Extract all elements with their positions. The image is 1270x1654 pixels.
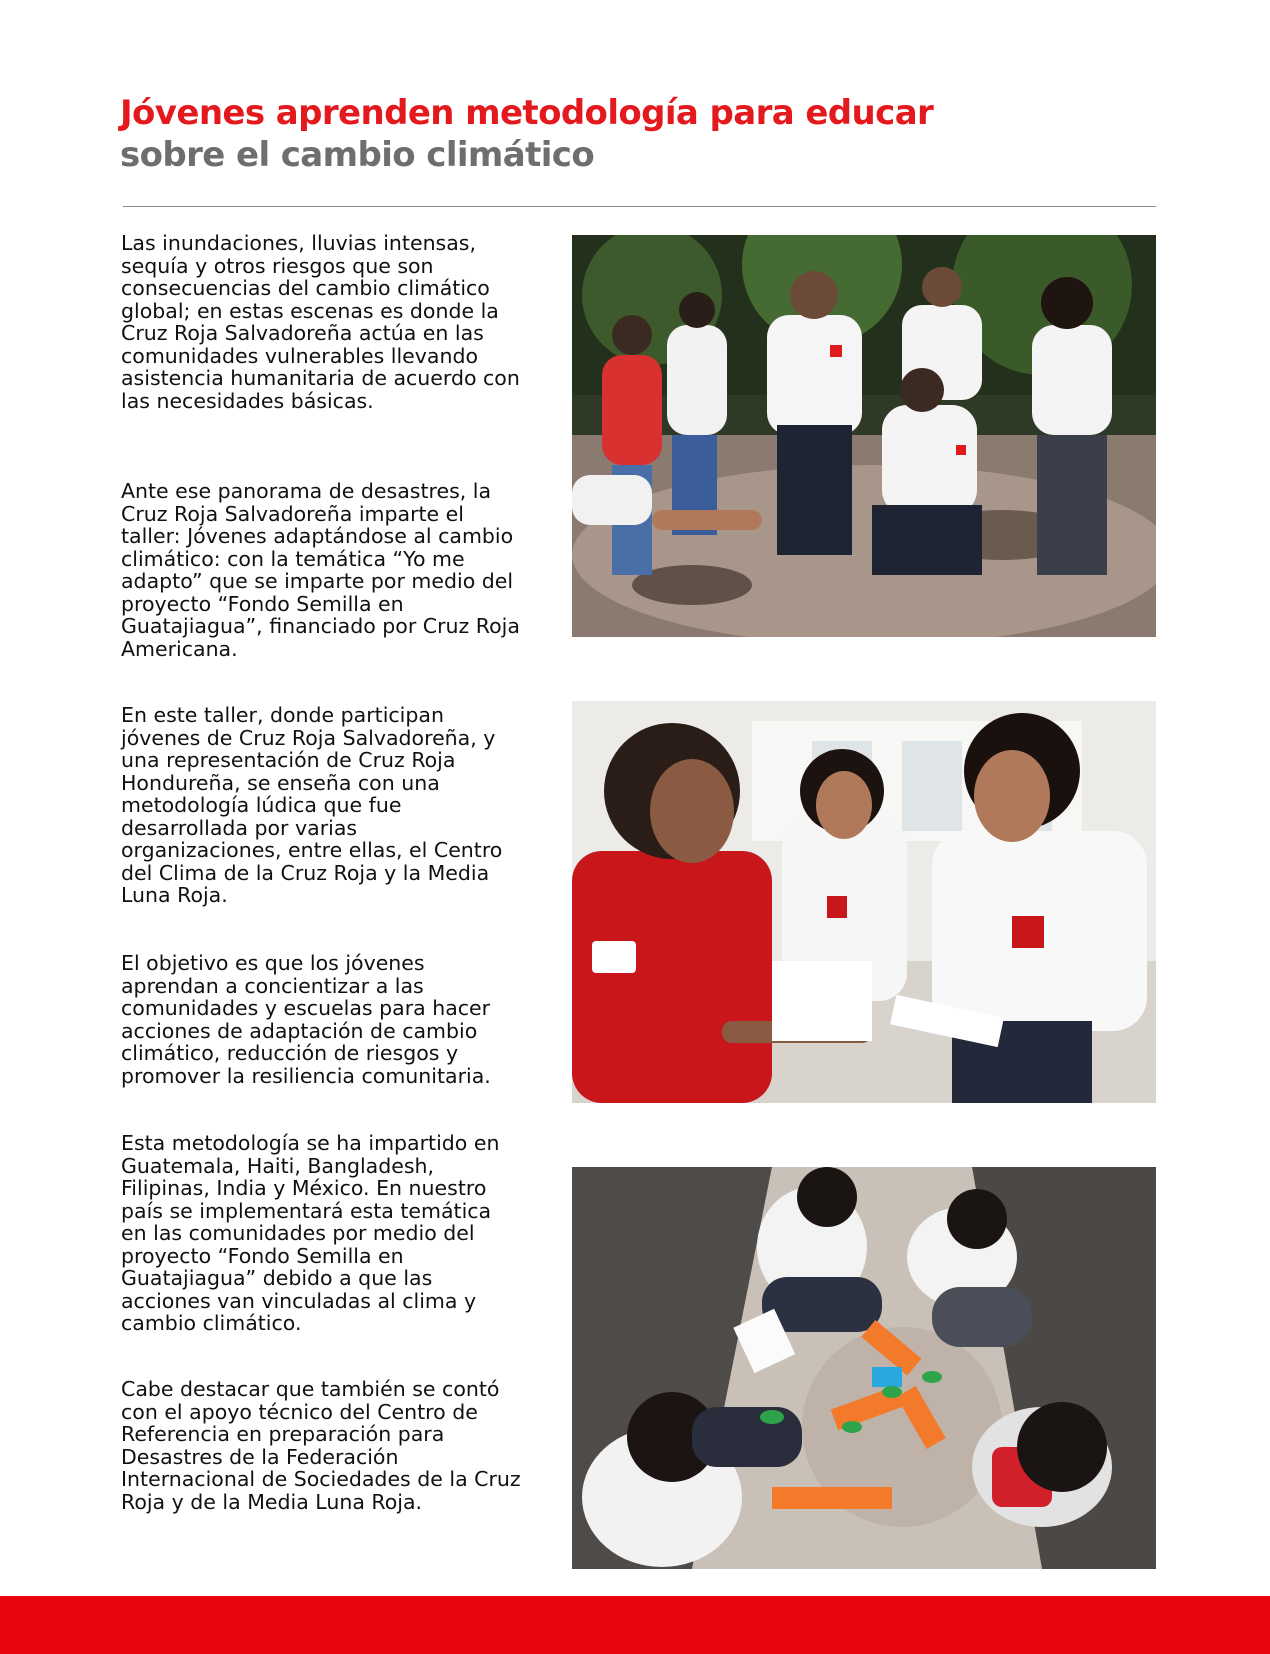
paragraph-5: Esta metodología se ha impartido en Guatemala, Haiti, Bangladesh, Filipinas, India y México. En nuestro país se implementará esta temática en las comunidades por medio del proyecto “Fondo Semilla en Guatajiagua” debido a que las acciones van vinculadas al clima y cambio climático.: [121, 1131, 500, 1335]
title-line-1: Jóvenes aprenden metodología para educar: [120, 93, 934, 133]
photo-outdoor-group: [572, 235, 1156, 637]
title-line-2: sobre el cambio climático: [120, 135, 595, 175]
footer-bar: [0, 1596, 1270, 1654]
photo-indoor-workshop: [572, 701, 1156, 1103]
paragraph-6: Cabe destacar que también se contó con el apoyo técnico del Centro de Referencia en preparación para Desastres de la Federación Internacional de Sociedades de la Cruz Roja y de la Media Luna Roja.: [121, 1377, 521, 1514]
paragraph-2: Ante ese panorama de desastres, la Cruz Roja Salvadoreña imparte el taller: Jóvenes adaptándose al cambio climático: con la temática “Yo me adapto” que se imparte por medio del proyecto “Fondo Semilla en Guatajiagua”, financiado por Cruz Roja Americana.: [121, 479, 520, 661]
article-title: [120, 92, 1170, 176]
photo-floor-activity: [572, 1167, 1156, 1569]
paragraph-4: El objetivo es que los jóvenes aprendan a concientizar a las comunidades y escuelas para hacer acciones de adaptación de cambio climático, reducción de riesgos y promover la resiliencia comunitaria.: [121, 951, 491, 1088]
paragraph-3: En este taller, donde participan jóvenes de Cruz Roja Salvadoreña, y una representación de Cruz Roja Hondureña, se enseña con una metodología lúdica que fue desarrollada por varias organizaciones, entre ellas, el Centro del Clima de la Cruz Roja y la Media Luna Roja.: [121, 703, 503, 907]
title-divider: [123, 206, 1156, 207]
paragraph-1: Las inundaciones, lluvias intensas, sequía y otros riesgos que son consecuencias del cambio climático global; en estas escenas es donde la Cruz Roja Salvadoreña actúa en las comunidades vulnerables llevando asistencia humanitaria de acuerdo con las necesidades básicas.: [121, 231, 520, 413]
